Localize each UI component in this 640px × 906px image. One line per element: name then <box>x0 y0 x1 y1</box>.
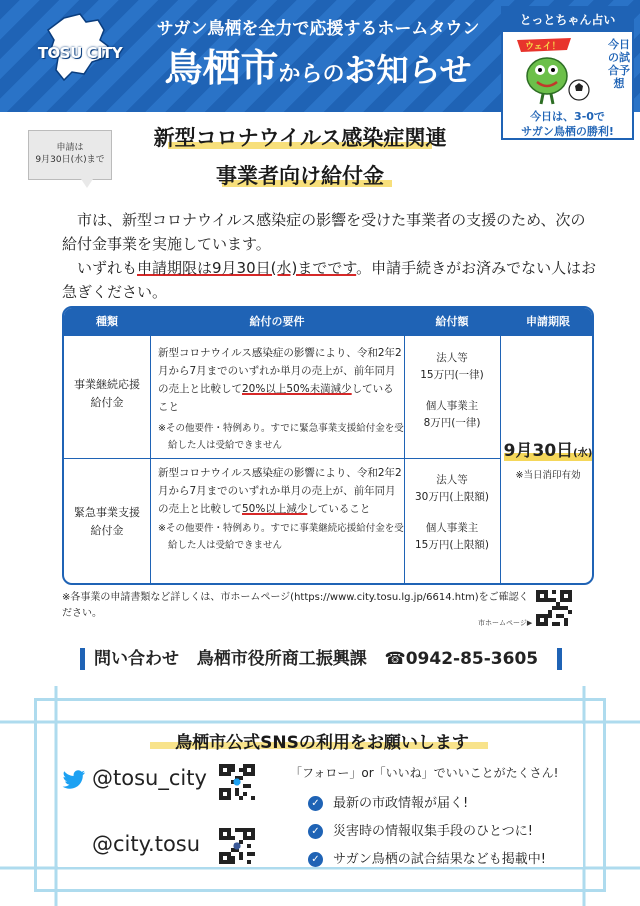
header-title-city: 鳥栖市 <box>164 46 279 90</box>
header-title <box>138 40 498 104</box>
check-icon: ✓ <box>308 824 323 839</box>
facebook-handle[interactable]: @city.tosu <box>92 832 201 856</box>
contact-bar-left <box>80 648 85 670</box>
table-header-deadline: 申請期限 <box>500 308 594 336</box>
table-header-requirements: 給付の要件 <box>150 308 404 336</box>
sns-benefit-label: 災害時の情報収集手段のひとつに! <box>333 824 533 839</box>
table-row-divider <box>64 458 500 459</box>
row1-amt2-value: 8万円(一律) <box>423 417 481 429</box>
tosu-city-logo <box>34 12 126 86</box>
row1-note: ※その他要件・特例あり。すでに緊急事業支援給付金を受給した人は受給できません <box>158 423 404 451</box>
contact-phone[interactable]: ☎0942-85-3605 <box>384 649 539 669</box>
fortune-title: とっとちゃん占い <box>503 8 632 32</box>
intro-paragraph-1: 市は、新型コロナウイルス感染症の影響を受けた事業者の支援のため、次の給付金事業を実施しています。 <box>62 211 586 253</box>
row2-amt1-label: 法人等 <box>436 474 468 486</box>
sns-benefit-item <box>308 792 468 811</box>
deadline-cell <box>500 436 594 481</box>
row1-type-line2: 給付金 <box>90 396 124 409</box>
row2-note: ※その他要件・特例あり。すでに事業継続応援給付金を受給した人は受給できません <box>158 523 404 551</box>
row1-amount <box>405 350 499 432</box>
contact-text <box>94 646 554 672</box>
contact-office: 鳥栖市役所商工振興課 <box>196 649 367 669</box>
sns-callout: 「フォロー」or「いいね」でいいことがたくさん! <box>290 766 559 780</box>
grant-table <box>62 306 594 585</box>
twitter-qr-code[interactable] <box>219 764 255 800</box>
badge-line2: 9月30日(水)まで <box>35 155 105 165</box>
sns-benefit-item <box>308 820 533 839</box>
deadline-day: (水) <box>573 448 593 459</box>
qr-label: 市ホームページ▶ <box>478 619 533 627</box>
row2-amt2-value: 15万円(上限額) <box>414 539 490 551</box>
row2-amt1-value: 30万円(上限額) <box>414 491 490 503</box>
header-subtitle: サガン鳥栖を全力で応援するホームタウン <box>156 19 480 39</box>
row2-amount <box>405 472 499 554</box>
table-header-amount: 給付額 <box>404 308 500 336</box>
contact-bar <box>80 646 562 672</box>
row1-amt2-label: 個人事業主 <box>425 400 479 412</box>
row2-req-highlight: 50%以上減少 <box>242 503 308 515</box>
mascot-illustration <box>513 36 595 106</box>
row1-req-post: していること <box>158 383 394 413</box>
deadline-date-text: 9月30日 <box>503 441 574 461</box>
deadline-note: ※当日消印有効 <box>515 470 581 481</box>
sns-benefit-label: 最新の市政情報が届く! <box>333 796 469 811</box>
check-icon: ✓ <box>308 796 323 811</box>
intro-p2-post: 。申請手続きがお済みでない人はお急ぎください。 <box>62 259 597 301</box>
intro-p2-pre: いずれも <box>77 259 138 277</box>
mascot-bubble: ウェイ！ <box>525 42 561 52</box>
table-header-type: 種類 <box>64 308 150 336</box>
row1-req-pre: 新型コロナウイルス感染症の影響により、令和2年2月から7月までのいずれか単月の売上が、前年同月の売上と比較して <box>158 347 402 395</box>
row1-amt1-value: 15万円(一律) <box>420 369 484 381</box>
page-title-line2: 事業者向け給付金 <box>216 164 384 188</box>
fortune-result-line2: サガン鳥栖の勝利! <box>521 125 614 138</box>
intro-paragraph-2 <box>62 256 598 304</box>
badge-line1: 申請は <box>56 143 84 153</box>
fortune-result-line1: 今日は、3-0で <box>530 110 605 123</box>
row1-requirements <box>158 344 404 454</box>
row2-amt2-label: 個人事業主 <box>425 522 479 534</box>
footnote: ※各事業の申請書類など詳しくは、市ホームページ(https://www.city.tosu.lg.jp/6614.htm)をご確認ください。 <box>62 592 529 619</box>
twitter-icon <box>62 770 86 794</box>
sns-title: 鳥栖市公式SNSの利用をお願いします <box>175 733 469 753</box>
row1-type-line1: 事業継続応援 <box>74 378 140 391</box>
sns-benefit-label: サガン鳥栖の試合結果なども掲載中! <box>333 852 546 867</box>
header-title-oshirase: お知らせ <box>344 51 472 89</box>
row1-type <box>64 376 150 412</box>
fortune-box <box>501 6 634 140</box>
contact-bar-right <box>557 648 562 670</box>
row2-type-line1: 緊急事業支援 <box>74 506 140 519</box>
row2-requirements <box>158 464 404 554</box>
sns-benefit-item <box>308 848 546 867</box>
header-title-kara: からの <box>278 62 345 87</box>
twitter-handle[interactable]: @tosu_city <box>92 766 207 790</box>
logo-text: TOSU CITY <box>37 44 123 62</box>
facebook-qr-code[interactable] <box>219 828 255 864</box>
row2-req-pre: 新型コロナウイルス感染症の影響により、令和2年2月から7月までのいずれか単月の売上が、前年同月の売上と比較して <box>158 467 402 515</box>
row2-type-line2: 給付金 <box>90 524 124 537</box>
contact-label: 問い合わせ <box>94 649 179 669</box>
row1-amt1-label: 法人等 <box>436 352 468 364</box>
row2-type <box>64 504 150 540</box>
intro-p2-deadline: 申請期限は9月30日(水)までです <box>137 259 357 277</box>
check-icon: ✓ <box>308 852 323 867</box>
page-title-line1: 新型コロナウイルス感染症関連 <box>153 126 447 150</box>
row2-req-post: していること <box>307 503 371 515</box>
homepage-qr-code[interactable] <box>536 590 572 626</box>
table-divider <box>150 308 151 583</box>
deadline-date <box>504 441 593 461</box>
deadline-badge <box>28 130 112 180</box>
row1-req-highlight: 20%以上50%未満減少 <box>242 383 352 395</box>
fortune-vertical-label: 今日の試合予想 <box>608 38 630 90</box>
